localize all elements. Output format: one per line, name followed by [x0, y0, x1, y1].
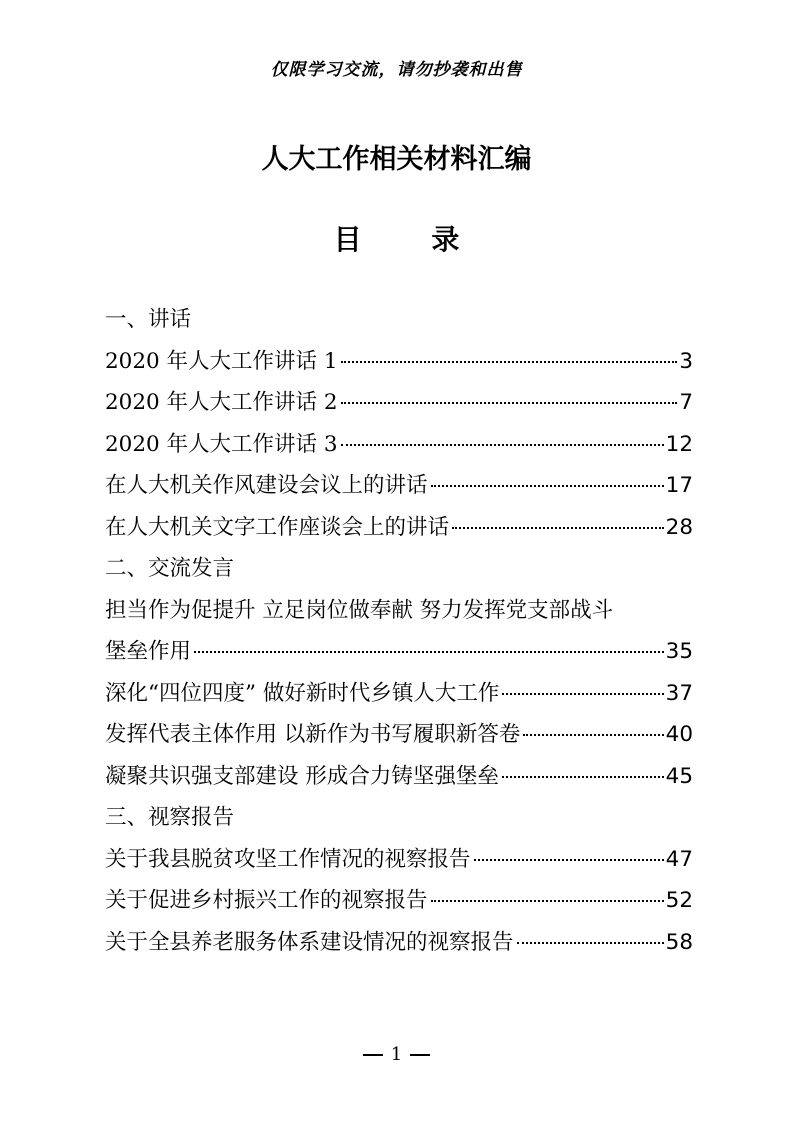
- dot-leader: [474, 859, 664, 861]
- toc-entry-title: 关于促进乡村振兴工作的视察报告: [105, 888, 428, 913]
- toc-entry[interactable]: [105, 714, 693, 756]
- toc-entry-title: 堡垒作用: [105, 639, 192, 664]
- dot-leader: [341, 444, 664, 446]
- toc-entry-title: 发挥代表主体作用 以新作为书写履职新答卷: [105, 722, 521, 747]
- toc-entry[interactable]: [105, 922, 693, 964]
- toc-entry-continued-line[interactable]: [105, 590, 693, 632]
- dot-leader: [452, 527, 664, 529]
- section-heading: [105, 548, 693, 590]
- toc-entry[interactable]: [105, 880, 693, 922]
- header-note: 仅限学习交流，请勿抄袭和出售: [270, 60, 523, 80]
- document-title: 人大工作相关材料汇编: [261, 144, 532, 175]
- toc-entry-title: 2020 年人大工作讲话 1: [105, 348, 338, 374]
- toc-entry-page: 45: [665, 763, 693, 789]
- table-of-contents: [105, 299, 693, 963]
- dot-leader: [431, 485, 664, 487]
- toc-entry[interactable]: [105, 756, 693, 798]
- toc-entry-page: 52: [665, 888, 693, 913]
- dot-leader: [517, 942, 664, 944]
- toc-entry[interactable]: [105, 507, 693, 549]
- dot-leader: [502, 693, 663, 695]
- toc-entry[interactable]: [105, 673, 693, 715]
- dot-leader: [194, 651, 664, 653]
- section-heading-label: 二、交流发言: [105, 556, 235, 581]
- toc-heading: 目 录: [333, 223, 490, 256]
- toc-entry-page: 47: [665, 846, 693, 872]
- section-heading: [105, 797, 693, 839]
- toc-entry-title: 在人大机关作风建设会议上的讲话: [105, 473, 428, 498]
- toc-entry-title-line1: 担当作为促提升 立足岗位做奉献 努力发挥党支部战斗: [105, 597, 614, 623]
- footer-dash-right: [410, 1054, 430, 1056]
- toc-entry[interactable]: [105, 839, 693, 881]
- footer-dash-left: [363, 1054, 383, 1056]
- dot-leader: [341, 402, 678, 404]
- toc-entry-page: 7: [679, 390, 693, 415]
- toc-entry-title: 2020 年人大工作讲话 3: [105, 431, 338, 457]
- page-number: 1: [390, 1044, 403, 1065]
- toc-entry-page: 12: [665, 431, 693, 457]
- dot-leader: [502, 776, 664, 778]
- dot-leader: [523, 734, 663, 736]
- dot-leader: [431, 900, 664, 902]
- toc-entry-page: 35: [665, 639, 693, 664]
- toc-entry-title: 凝聚共识强支部建设 形成合力铸坚强堡垒: [105, 763, 499, 789]
- section-heading: [105, 299, 693, 341]
- section-heading-label: 一、讲话: [105, 307, 192, 332]
- toc-entry-title: 关于我县脱贫攻坚工作情况的视察报告: [105, 846, 471, 872]
- toc-entry-page: 17: [665, 473, 693, 498]
- toc-entry-title: 2020 年人大工作讲话 2: [105, 390, 338, 415]
- page-footer: [0, 1042, 793, 1068]
- toc-entry[interactable]: [105, 341, 693, 383]
- section-heading-label: 三、视察报告: [105, 805, 235, 830]
- toc-entry-title: 深化“四位四度” 做好新时代乡镇人大工作: [105, 680, 500, 706]
- toc-entry[interactable]: [105, 382, 693, 424]
- toc-entry-page: 37: [665, 680, 693, 706]
- toc-entry-title: 在人大机关文字工作座谈会上的讲话: [105, 514, 450, 540]
- toc-entry-page: 3: [679, 348, 693, 374]
- toc-entry[interactable]: [105, 424, 693, 466]
- toc-entry-title: 关于全县养老服务体系建设情况的视察报告: [105, 929, 514, 955]
- toc-entry-page: 28: [665, 514, 693, 540]
- dot-leader: [341, 361, 678, 363]
- toc-entry-page: 58: [665, 929, 693, 955]
- toc-entry-page: 40: [665, 722, 693, 747]
- toc-entry[interactable]: [105, 465, 693, 507]
- toc-entry[interactable]: [105, 631, 693, 673]
